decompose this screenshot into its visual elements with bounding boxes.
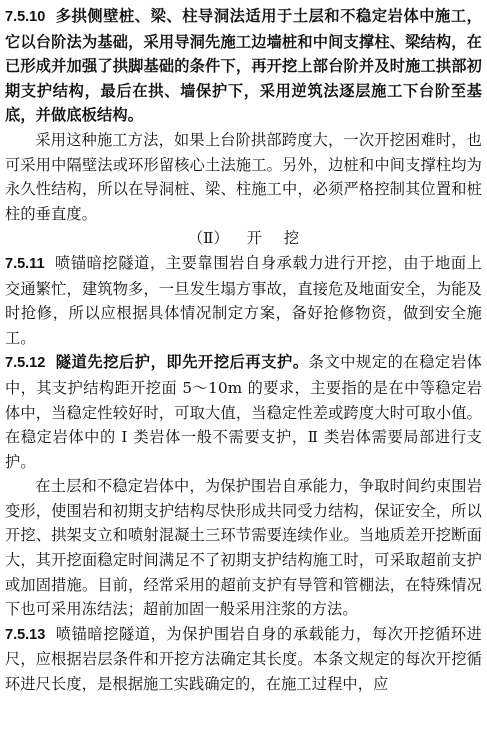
clause-lead-text: 隧道先挖后护，即先开挖后再支护。 [55,353,309,372]
clause-7-5-10-paragraph [5,4,482,128]
clause-number: 7.5.11 [5,255,45,272]
section-title-char-2: 挖 [283,229,300,248]
clause-7-5-13-paragraph [5,622,482,697]
clause-lead-text: 多拱侧壁桩、梁、柱导洞法适用于土层和不稳定岩体中施工，它以台阶法为基础，采用导洞先施工边墙桩和中间支撑柱、梁结构，在已形成并加强了拱脚基础的条件下，再开挖上部台阶并及时施工拱部初期支护结构，最后在拱、墙保护下，采用逆筑法逐层施工下台阶至基底，并做底板结构。 [5,7,482,125]
clause-number: 7.5.13 [5,626,46,643]
section-heading [5,226,482,251]
clause-body-text: 喷锚暗挖隧道，主要靠围岩自身承载力进行开挖，由于地面上交通繁忙，建筑物多，一旦发生塌方事故，直接危及地面安全，为能及时抢修，所以应根据具体情况制定方案，备好抢修物资，做到安全施工。 [5,253,482,347]
document-page [5,4,482,697]
clause-7-5-12-paragraph-2: 在土层和不稳定岩体中，为保护围岩自承能力，争取时间约束围岩变形，使围岩和初期支护结构尽快形成共同受力结构，保证安全，所以开挖、拱架支立和喷射混凝土三环节需要连续作业。当地质差开挖断面大，其开挖面稳定时间满足不了初期支护结构施工时，可采取超前支护或加固措施。目前，经常采用的超前支护有导管和管棚法，在特殊情况下也可采用冻结法；超前加固一般采用注浆的方法。 [5,477,482,619]
section-title-char-1: 开 [246,229,262,248]
clause-body-text: 喷锚暗挖隧道，为保护围岩自身的承载能力，每次开挖循环进尺，应根据岩层条件和开挖方法确定其长度。本条文规定的每次开挖循环进尺长度，是根据施工实践确定的，在施工过程中，应 [5,624,482,694]
clause-7-5-12-paragraph [5,350,482,474]
section-number: （Ⅱ） [187,229,229,248]
clause-number: 7.5.10 [5,9,46,25]
clause-7-5-11-paragraph [5,251,482,350]
clause-7-5-10-paragraph-2: 采用这种施工方法，如果上台阶拱部跨度大，一次开挖困难时，也可采用中隔壁法或环形留核心土法施工。另外，边桩和中间支撑柱均为永久性结构，所以在导洞桩、梁、柱施工中，必须严格控制其位置和桩柱的垂直度。 [5,130,482,223]
clause-body-text: 条文中规定的在稳定岩体中，其支护结构距开挖面 5～10m 的要求，主要指的是在中等稳定岩体中，当稳定性较好时，可取大值，当稳定性差或跨度大时可取小值。在稳定岩体中的 Ⅰ 类岩体一般不需要支护，Ⅱ 类岩体需要局部进行支护。 [5,353,483,471]
clause-number: 7.5.12 [5,355,46,372]
